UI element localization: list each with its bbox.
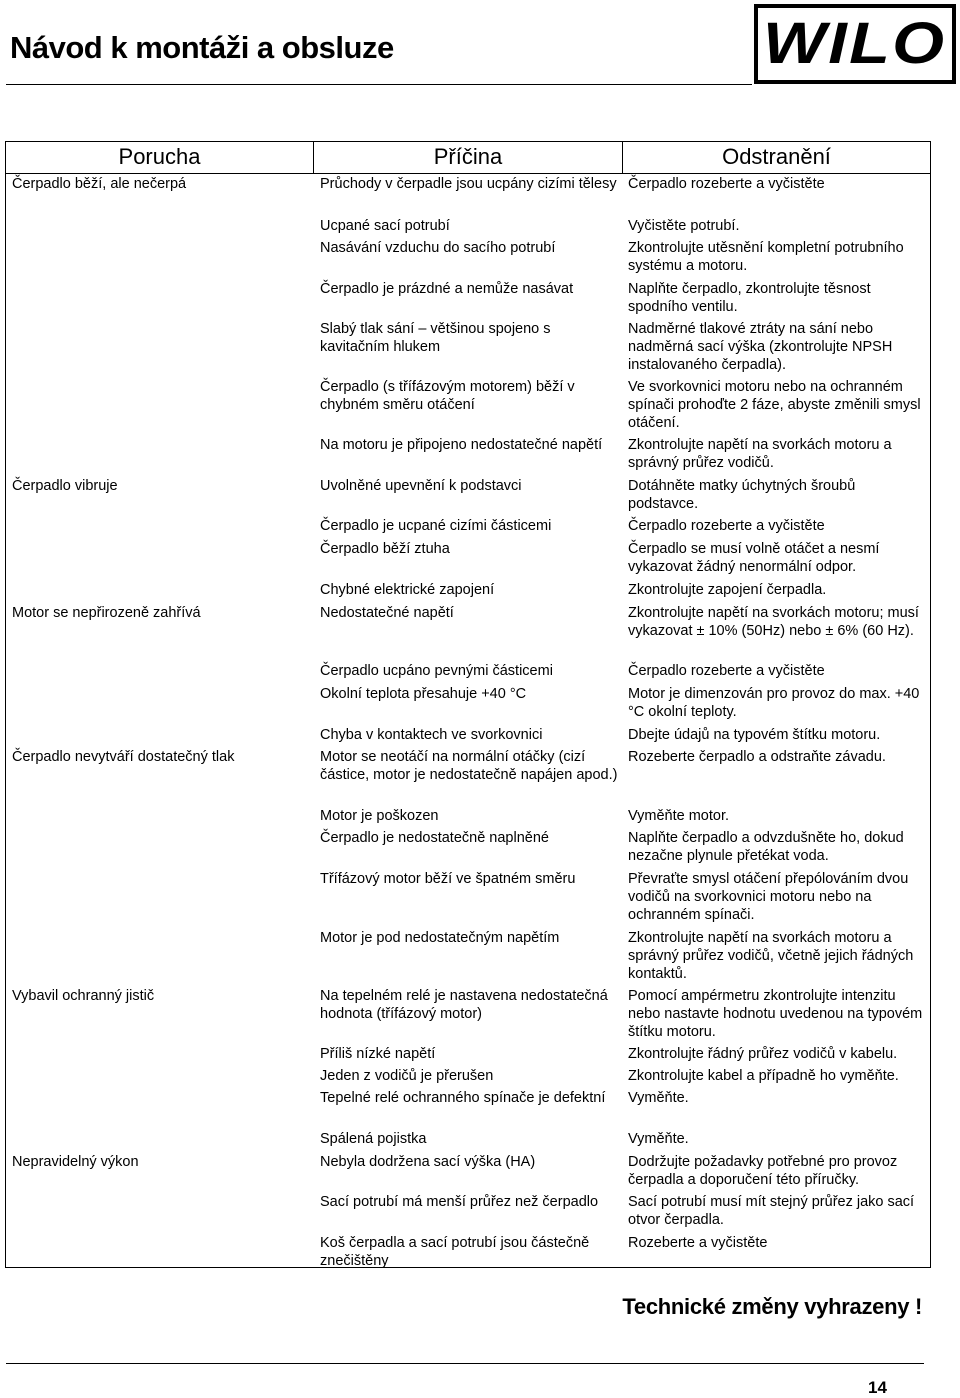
technical-changes-note: Technické změny vyhrazeny ! bbox=[622, 1294, 922, 1319]
remedy-cell: Zkontrolujte zapojení čerpadla. bbox=[628, 582, 827, 598]
fault-cell: Čerpadlo běží, ale nečerpá bbox=[12, 176, 187, 192]
remedy-cell: Čerpadlo se musí volně otáčet a nesmí vykazovat žádný nenormální odpor. bbox=[628, 541, 880, 575]
remedy-cell: Čerpadlo rozeberte a vyčistěte bbox=[628, 518, 825, 534]
cause-cell: Jeden z vodičů je přerušen bbox=[320, 1068, 494, 1084]
remedy-cell: Naplňte čerpadlo a odvzdušněte ho, dokud nezačne plynule přetékat voda. bbox=[628, 830, 904, 864]
fault-cell: Čerpadlo nevytváří dostatečný tlak bbox=[12, 749, 235, 765]
cause-cell: Třífázový motor běží ve špatném směru bbox=[320, 871, 576, 887]
title-divider bbox=[6, 84, 752, 85]
cause-cell: Čerpadlo (s třífázovým motorem) běží v chybném směru otáčení bbox=[320, 379, 575, 413]
remedy-cell: Naplňte čerpadlo, zkontrolujte těsnost spodního ventilu. bbox=[628, 281, 871, 315]
wilo-logo bbox=[754, 4, 956, 84]
cause-cell: Nebyla dodržena sací výška (HA) bbox=[320, 1154, 536, 1170]
remedy-cell: Sací potrubí musí mít stejný průřez jako sací otvor čerpadla. bbox=[628, 1194, 915, 1228]
remedy-cell: Zkontrolujte napětí na svorkách motoru a správný průřez vodičů, včetně jejich řádných kontaktů. bbox=[628, 930, 914, 982]
cause-cell: Motor se neotáčí na normální otáčky (cizí částice, motor je nedostatečně napájen apod.) bbox=[320, 749, 618, 783]
cause-cell: Sací potrubí má menší průřez než čerpadlo bbox=[320, 1194, 599, 1210]
cause-cell: Chyba v kontaktech ve svorkovnici bbox=[320, 727, 543, 743]
remedy-cell: Převraťte smysl otáčení přepólováním dvou vodičů na svorkovnici motoru nebo na ochranném spínači. bbox=[628, 871, 909, 923]
cause-cell: Okolní teplota přesahuje +40 °C bbox=[320, 686, 527, 702]
cause-cell: Čerpadlo je ucpané cizími částicemi bbox=[320, 518, 552, 534]
remedy-cell: Vyčistěte potrubí. bbox=[628, 218, 740, 234]
header-bottom-rule bbox=[6, 173, 930, 174]
remedy-cell: Ve svorkovnici motoru nebo na ochranném spínači prohoďte 2 fáze, abyste změnili smysl otáčení. bbox=[628, 379, 921, 431]
remedy-cell: Čerpadlo rozeberte a vyčistěte bbox=[628, 663, 825, 679]
fault-cell: Čerpadlo vibruje bbox=[12, 478, 118, 494]
remedy-cell: Motor je dimenzován pro provoz do max. +40 °C okolní teploty. bbox=[628, 686, 920, 720]
fault-cell: Vybavil ochranný jistič bbox=[12, 988, 155, 1004]
cause-cell: Motor je poškozen bbox=[320, 808, 439, 824]
cause-cell: Slabý tlak sání – většinou spojeno s kavitačním hlukem bbox=[320, 321, 551, 355]
remedy-cell: Vyměňte. bbox=[628, 1090, 689, 1106]
remedy-cell: Dotáhněte matky úchytných šroubů podstavce. bbox=[628, 478, 856, 512]
remedy-cell: Rozeberte čerpadlo a odstraňte závadu. bbox=[628, 749, 886, 765]
troubleshooting-table bbox=[5, 141, 931, 1268]
logo-text: WILO bbox=[763, 11, 947, 76]
column-header-fault: Porucha bbox=[118, 144, 201, 169]
remedy-cell: Rozeberte a vyčistěte bbox=[628, 1235, 768, 1251]
remedy-cell: Zkontrolujte utěsnění kompletní potrubního systému a motoru. bbox=[628, 240, 904, 274]
cause-cell: Spálená pojistka bbox=[320, 1131, 427, 1147]
footer-divider bbox=[6, 1363, 924, 1364]
cause-cell: Uvolněné upevnění k podstavci bbox=[320, 478, 522, 494]
fault-cell: Motor se nepřirozeně zahřívá bbox=[12, 605, 201, 621]
cause-cell: Příliš nízké napětí bbox=[320, 1046, 436, 1062]
remedy-cell: Dbejte údajů na typovém štítku motoru. bbox=[628, 727, 881, 743]
column-header-cause: Příčina bbox=[433, 144, 503, 169]
page-title: Návod k montáži a obsluze bbox=[10, 30, 394, 65]
cause-cell: Na tepelném relé je nastavena nedostatečná hodnota (třífázový motor) bbox=[320, 988, 608, 1022]
cause-cell: Nedostatečné napětí bbox=[320, 605, 454, 621]
remedy-cell: Čerpadlo rozeberte a vyčistěte bbox=[628, 176, 825, 192]
remedy-cell: Zkontrolujte napětí na svorkách motoru a správný průřez vodičů. bbox=[628, 437, 892, 471]
cause-cell: Tepelné relé ochranného spínače je defektní bbox=[320, 1090, 606, 1106]
cause-cell: Koš čerpadla a sací potrubí jsou částečně znečištěny bbox=[320, 1235, 590, 1269]
cause-cell: Nasávání vzduchu do sacího potrubí bbox=[320, 240, 556, 256]
cause-cell: Čerpadlo je nedostatečně naplněné bbox=[320, 830, 549, 846]
remedy-cell: Zkontrolujte kabel a případně ho vyměňte. bbox=[628, 1068, 899, 1084]
cause-cell: Čerpadlo je prázdné a nemůže nasávat bbox=[320, 281, 574, 297]
fault-cell: Nepravidelný výkon bbox=[12, 1154, 139, 1170]
page-number: 14 bbox=[868, 1378, 887, 1397]
remedy-cell: Pomocí ampérmetru zkontrolujte intenzitu nebo nastavte hodnotu uvedenou na typovém štítku motoru. bbox=[628, 988, 923, 1040]
remedy-cell: Zkontrolujte řádný průřez vodičů v kabelu. bbox=[628, 1046, 898, 1062]
remedy-cell: Vyměňte. bbox=[628, 1131, 689, 1147]
remedy-cell: Vyměňte motor. bbox=[628, 808, 730, 824]
remedy-cell: Dodržujte požadavky potřebné pro provoz čerpadla a doporučení této příručky. bbox=[628, 1154, 898, 1188]
cause-cell: Motor je pod nedostatečným napětím bbox=[320, 930, 560, 946]
remedy-cell: Zkontrolujte napětí na svorkách motoru; musí vykazovat ± 10% (50Hz) nebo ± 6% (60 Hz). bbox=[628, 605, 919, 639]
cause-cell: Ucpané sací potrubí bbox=[320, 218, 450, 234]
remedy-cell: Nadměrné tlakové ztráty na sání nebo nadměrná sací výška (zkontrolujte NPSH instalovaného čerpadla). bbox=[628, 321, 893, 373]
column-header-remedy: Odstranění bbox=[722, 144, 831, 169]
cause-cell: Chybné elektrické zapojení bbox=[320, 582, 495, 598]
cause-cell: Na motoru je připojeno nedostatečné napětí bbox=[320, 437, 603, 453]
cause-cell: Čerpadlo běží ztuha bbox=[320, 541, 450, 557]
cause-cell: Čerpadlo ucpáno pevnými částicemi bbox=[320, 663, 553, 679]
cause-cell: Průchody v čerpadle jsou ucpány cizími tělesy bbox=[320, 176, 617, 192]
